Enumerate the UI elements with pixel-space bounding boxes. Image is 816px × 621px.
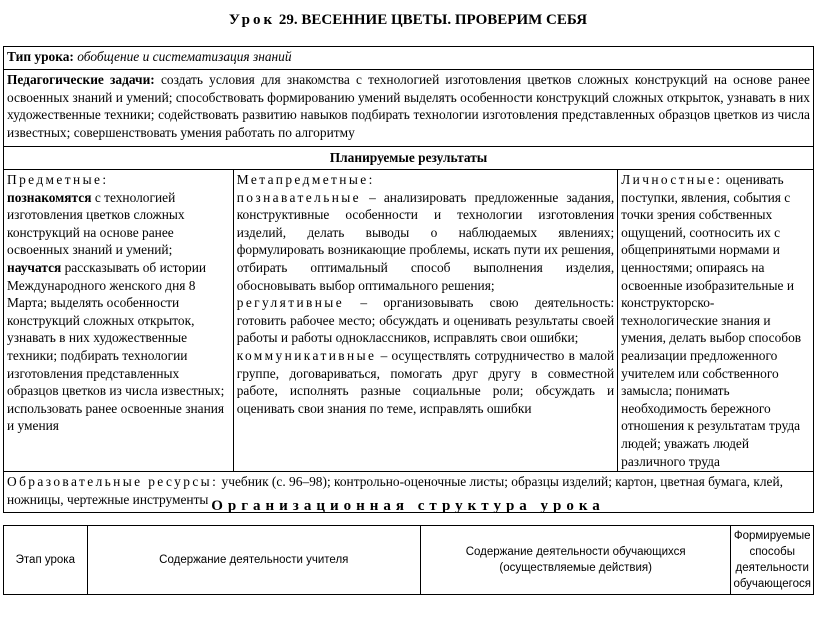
subject-results-heading: Предметные:	[7, 172, 109, 187]
column-header-methods: Формируемые способы деятельности обучающегося	[731, 526, 814, 595]
tasks-text: создать условия для знакомства с технологией изготовления цветков сложных конструкций на основе ранее освоенных знаний и умений; способствовать формированию умений выделять особенности конструкций сложных открыток, узнавать в них художественные техники; содействовать развитию навыков подбирать технологии изготовления представленных образцов цветков из числа известных; совершенствовать умения работать по алгоритму	[7, 72, 811, 140]
personal-results-cell	[618, 170, 814, 472]
personal-results-text: оценивать поступки, явления, события с точки зрения собственных ощущений, соотносить их с общепринятыми нормами и ценностями; опираясь на освоенные изобразительные и конструкторско-технологические знания и умения, делать выбор способов реализации предложенного учителем или собственного замысла; понимать необходимость бережного отношения к результатам труда людей; уважать людей различного труда	[621, 172, 802, 469]
lesson-type-label: Тип урока:	[7, 49, 74, 64]
subject-learn-keyword: научатся	[7, 259, 62, 275]
meta-communicative-keyword: коммуникативные	[236, 347, 377, 363]
tasks-label: Педагогические задачи:	[7, 72, 155, 87]
resources-text: учебник (с. 96–98); контрольно-оценочные листы; образцы изделий; картон, цветная бумага, клей, ножницы, чертежные инструменты	[7, 474, 784, 507]
column-header-students: Содержание деятельности обучающихся (осуществляемые действия)	[420, 526, 731, 595]
planned-results-heading: Планируемые результаты	[329, 150, 488, 166]
subject-know-text: с технологией изготовления цветков сложных конструкций на основе ранее освоенных знаний и умений;	[7, 189, 185, 258]
subject-know-keyword: познакомятся	[7, 189, 92, 205]
lesson-title	[0, 12, 816, 29]
meta-regulatory-text: – организовывать свою деятельность: готовить рабочее место; обсуждать и оценивать результаты своей работы и работы одноклассников, исправлять свои ошибки;	[236, 295, 615, 346]
meta-cognitive-keyword: познавательные	[236, 189, 362, 205]
org-structure-heading: Организационная структура урока	[211, 498, 605, 514]
results-row	[4, 170, 814, 472]
column-header-teacher: Содержание деятельности учителя	[87, 526, 420, 595]
tasks-row	[4, 70, 814, 147]
column-header-stage: Этап урока	[4, 526, 88, 595]
subject-results-cell	[4, 170, 234, 472]
planned-results-row	[4, 147, 814, 170]
meta-communicative-text: – осуществлять сотрудничество в малой группе, договариваться, помогать друг другу в совместной работе, исполнять разные социальные роли; обсуждать и оценивать свои знания по теме, исправлять ошибки	[236, 347, 615, 416]
personal-results-heading: Личностные:	[621, 172, 723, 187]
subject-learn-text: рассказывать об истории Международного женского дня 8 Марта; выделять особенности конструкций сложных открыток, узнавать в них художественные техники; подбирать технологии изготовления представленных образцов цветков из числа известных; использовать ранее освоенные знания и умения	[7, 259, 225, 434]
meta-results-heading: Метапредметные:	[236, 172, 375, 187]
resources-label: Образовательные ресурсы:	[7, 474, 219, 490]
lesson-type-value: обобщение и систематизация знаний	[73, 49, 292, 64]
lesson-title-prefix: Урок	[228, 12, 276, 28]
meta-results-cell	[233, 170, 617, 472]
lesson-plan-table	[3, 46, 814, 513]
meta-regulatory-keyword: регулятивные	[236, 295, 345, 311]
org-structure-table	[3, 525, 814, 595]
org-header-row	[4, 526, 814, 595]
lesson-title-text: 29. ВЕСЕННИЕ ЦВЕТЫ. ПРОВЕРИМ СЕБЯ	[275, 12, 588, 28]
meta-cognitive-text: – анализировать предложенные задания, конструктивные особенности и технологии изготовления изделий, делать выводы о наблюдаемых явлениях; формулировать возникающие проблемы, искать пути их решения, отбирать оптимальный способ выполнения изделия, обосновывать выбор оптимального решения;	[236, 189, 615, 293]
lesson-type-row	[4, 47, 814, 70]
